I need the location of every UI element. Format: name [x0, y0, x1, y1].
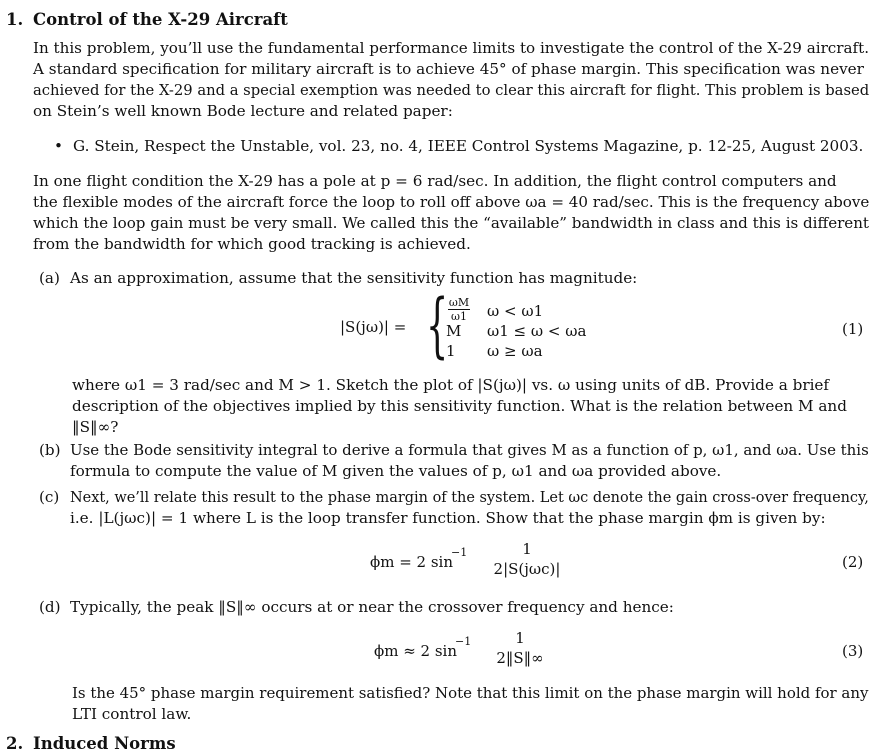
para2-line-4: from the bandwidth for which good tracking is achieved. [33, 235, 471, 253]
para2-line-3: which the loop gain must be very small. We called this the “available” bandwidth in class and this is different [33, 214, 869, 232]
part-b-line-1: Use the Bode sensitivity integral to derive a formula that gives M as a function of p, ω1, and ωa. Use this [70, 441, 869, 459]
eq3-denominator: 2‖S‖∞ [496, 649, 544, 667]
eq1-number: (1) [842, 320, 864, 338]
section-number: 1. [6, 10, 24, 29]
bullet-dot: • [54, 137, 63, 155]
eq1-case3-condition: ω ≥ ωa [487, 342, 543, 360]
part-b-label: (b) [39, 441, 61, 459]
eq2-numerator: 1 [522, 540, 532, 558]
eq1-lhs: |S(jω)| = [340, 318, 407, 336]
part-d-after-2: LTI control law. [72, 705, 192, 723]
part-c-line-1: Next, we’ll relate this result to the phase margin of the system. Let ωc denote the gain cross-over frequency, [70, 488, 869, 506]
part-a-after-2: description of the objectives implied by this sensitivity function. What is the relation between M and [72, 397, 847, 415]
reference-text: G. Stein, Respect the Unstable, vol. 23, no. 4, IEEE Control Systems Magazine, p. 12-25, August 2003. [73, 137, 864, 155]
eq3-number: (3) [842, 642, 864, 660]
eq1-case3-value: 1 [446, 342, 456, 360]
eq2-fraction [484, 540, 570, 578]
eq3-numerator: 1 [515, 629, 525, 647]
part-a-after-1: where ω1 = 3 rad/sec and M > 1. Sketch the plot of |S(jω)| vs. ω using units of dB. Provide a brief [72, 376, 830, 394]
eq1-case2-condition: ω1 ≤ ω < ωa [487, 322, 587, 340]
eq1-case2-value: M [446, 322, 462, 340]
part-c-line-2: i.e. |L(jωc)| = 1 where L is the loop transfer function. Show that the phase margin ϕm is given by: [70, 509, 826, 527]
section2-number: 2. [6, 734, 24, 753]
eq1-brace: { [426, 284, 449, 366]
eq3-fraction [488, 629, 552, 667]
eq1-case1-denominator: ω1 [451, 310, 467, 323]
eq1-case1-value [448, 296, 470, 323]
part-a-label: (a) [39, 269, 60, 287]
para2-line-2: the flexible modes of the aircraft force the loop to roll off above ωa = 40 rad/sec. This is the frequency above [33, 193, 870, 211]
para2-line-1: In one flight condition the X-29 has a pole at p = 6 rad/sec. In addition, the flight control computers and [33, 172, 837, 190]
part-d-text: Typically, the peak ‖S‖∞ occurs at or near the crossover frequency and hence: [70, 598, 674, 616]
eq3-lhs: ϕm ≈ 2 sin [374, 642, 458, 660]
part-a-after-3: ‖S‖∞? [72, 418, 119, 436]
eq1-case1-numerator: ωM [448, 296, 470, 309]
part-d-after-1: Is the 45° phase margin requirement satisfied? Note that this limit on the phase margin will hold for any [72, 684, 869, 702]
intro-line-3: achieved for the X-29 and a special exemption was needed to clear this aircraft for flight. This problem is based [33, 81, 870, 99]
eq1-case1-condition: ω < ω1 [487, 302, 544, 320]
part-d-label: (d) [39, 598, 61, 616]
intro-line-2: A standard specification for military aircraft is to achieve 45° of phase margin. This specification was never [33, 60, 864, 78]
eq2-denominator: 2|S(jωc)| [493, 560, 561, 578]
eq2-superscript: −1 [451, 546, 468, 559]
section-title: Control of the X-29 Aircraft [33, 10, 288, 29]
part-a-text: As an approximation, assume that the sensitivity function has magnitude: [70, 269, 638, 287]
eq2-number: (2) [842, 553, 864, 571]
part-c-label: (c) [39, 488, 60, 506]
intro-line-4: on Stein’s well known Bode lecture and related paper: [33, 102, 453, 120]
part-b-line-2: formula to compute the value of M given the values of p, ω1 and ωa provided above. [70, 462, 722, 480]
intro-line-1: In this problem, you’ll use the fundamental performance limits to investigate the control of the X-29 aircraft. [33, 39, 870, 57]
eq2-lhs: ϕm = 2 sin [370, 553, 454, 571]
eq3-superscript: −1 [455, 635, 472, 648]
section2-title: Induced Norms [33, 734, 176, 753]
